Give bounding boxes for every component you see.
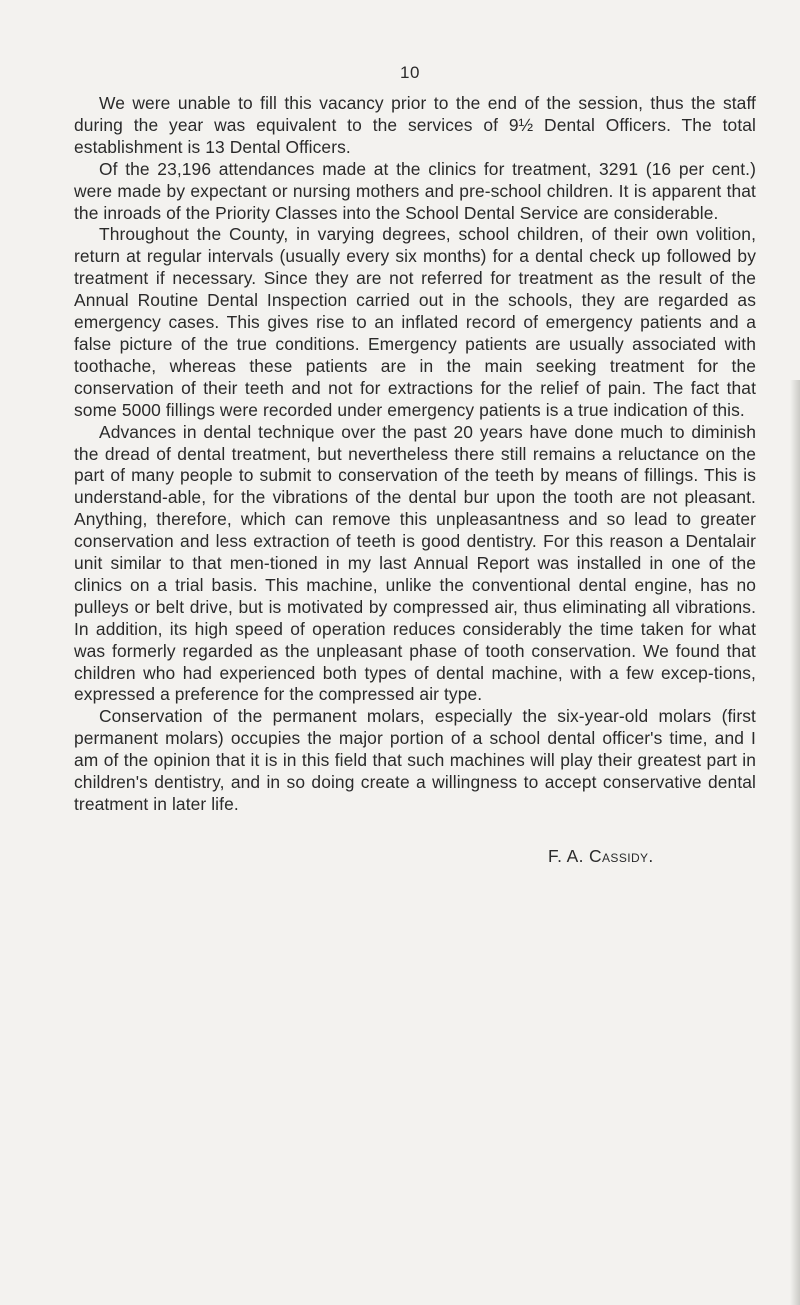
page-edge-shadow [790,380,800,1305]
page-number: 10 [400,63,420,82]
paragraph-attendances: Of the 23,196 attendances made at the clinics for treatment, 3291 (16 per cent.) were made by expectant or nursing mothers and pre-school children. It is apparent that the inroads of the Priority Classes into the School Dental Service are considerable. [74,158,756,223]
author-signature: F. A. Cassidy. [548,846,654,866]
body-text [74,93,756,816]
paragraph-staffing: We were unable to fill this vacancy prior to the end of the session, thus the staff during the year was equivalent to the services of 9½ Dental Officers. The total establishment is 13 Dental Officers. [74,93,756,157]
paragraph-emergency-cases: Throughout the County, in varying degrees, school children, of their own volition, return at regular intervals (usually every six months) for a dental check up followed by treatment if necessary. Since they are not referred for treatment as the result of the Annual Routine Dental Inspection carried out in the schools, they are regarded as emergency cases. This gives rise to an inflated record of emergency patients and a false picture of the true conditions. Emergency patients are usually associated with toothache, whereas these patients are in the main seeking treatment for the conservation of their teeth and not for extractions for the relief of pain. The fact that some 5000 fillings were recorded under emergency patients is a true indication of this. [74,224,756,420]
paragraph-dental-technique: Advances in dental technique over the past 20 years have done much to diminish the dread of dental treatment, but nevertheless there still remains a reluctance on the part of many people to submit to conservation of the teeth by means of fillings. This is understand-able, for the vibrations of the dental bur upon the tooth are not pleasant. Anything, therefore, which can remove this unpleasantness and so lead to greater conservation and less extraction of teeth is good dentistry. For this reason a Dentalair unit similar to that men-tioned in my last Annual Report was installed in one of the clinics on a trial basis. This machine, unlike the conventional dental engine, has no pulleys or belt drive, but is motivated by compressed air, thus eliminating all vibrations. In addition, its high speed of operation reduces considerably the time taken for what was formerly regarded as the unpleasant phase of tooth conservation. We found that children who had experienced both types of dental machine, with a few excep-tions, expressed a preference for the compressed air type. [74,421,756,705]
paragraph-molar-conservation: Conservation of the permanent molars, especially the six-year-old molars (first permanent molars) occupies the major portion of a school dental officer's time, and I am of the opinion that it is in this field that such machines will play their greatest part in children's dentistry, and in so doing create a willingness to accept conservative dental treatment in later life. [74,706,756,814]
